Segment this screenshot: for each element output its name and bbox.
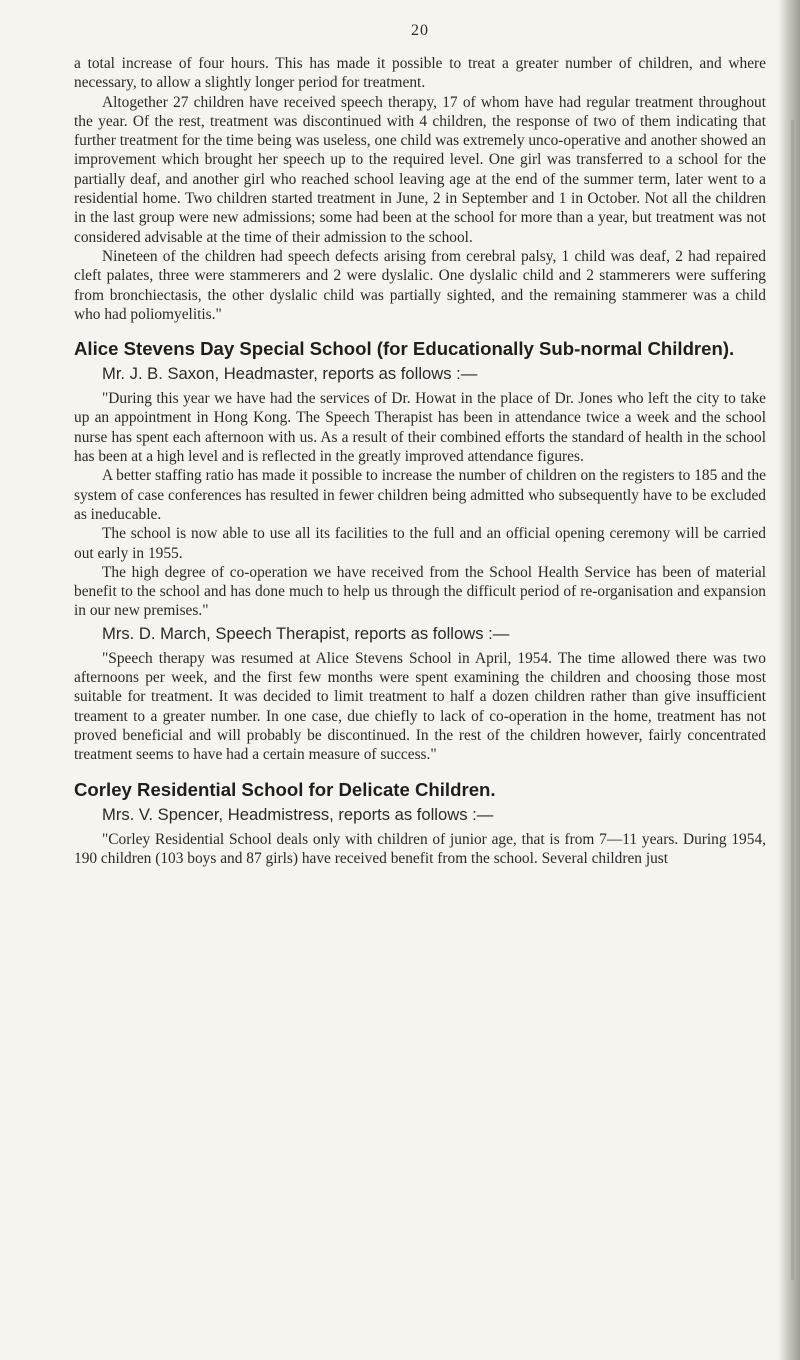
section-heading-alice-stevens: Alice Stevens Day Special School (for Educationally Sub-normal Children). — [74, 338, 735, 360]
paragraph: Nineteen of the children had speech defects arising from cerebral palsy, 1 child was deaf, 2 had repaired cleft palates, three were stammerers and 2 were dyslalic. One dyslalic child and 2 stammerers were suffering from bronchiectasis, the other dyslalic child was partially sighted, and the remaining stammerer was a child who had poliomyelitis." — [74, 247, 766, 323]
paragraph: A better staffing ratio has made it possible to increase the number of children on the registers to 185 and the system of case conferences has resulted in fewer children being admitted who subsequently have to be excluded as ineducable. — [74, 467, 766, 523]
paragraph: The school is now able to use all its facilities to the full and an official opening ceremony will be carried out early in 1955. — [74, 525, 766, 562]
document-page — [74, 22, 766, 868]
paragraph: a total increase of four hours. This has made it possible to treat a greater number of children, and where necessary, to allow a slightly longer period for treatment. — [74, 55, 766, 92]
paragraph: "Speech therapy was resumed at Alice Stevens School in April, 1954. The time allowed there was two afternoons per week, and the first few months were spent examining the children and choosing those most suitable for treatment. It was decided to limit treatment to half a dozen children rather than give insufficient treament to a greater number. In one case, due chiefly to lack of co-operation in the home, treatment has not proved beneficial and will probably be discontinued. In the rest of the children however, fairly concentrated treatment seems to have had a certain measure of success." — [74, 649, 766, 764]
section-heading-corley: Corley Residential School for Delicate Children. — [74, 778, 496, 800]
report-intro-headmistress: Mrs. V. Spencer, Headmistress, reports as follows :— — [102, 804, 494, 824]
page-edge-line — [791, 120, 794, 1280]
paragraph: The high degree of co-operation we have received from the School Health Service has been of material benefit to the school and has done much to help us through the difficult period of re-organisation and expansion in our new premises." — [74, 563, 766, 620]
paragraph: Altogether 27 children have received speech therapy, 17 of whom have had regular treatment throughout the year. Of the rest, treatment was discontinued with 4 children, the response of two of them indicating that further treatment for the time being was useless, one child was extremely unco-operative and another showed an improvement which brought her speech up to the required level. One girl was transferred to a school for the partially deaf, and another girl who reached school leaving age at the end of the summer term, later went to a residential home. Two children started treatment in June, 2 in September and 1 in October. Not all the children in the last group were new admissions; some had been at the school for more than a year, but treatment was not considered advisable at the time of their admission to the school. — [74, 93, 766, 246]
page-number: 20 — [411, 22, 429, 39]
report-intro-speech-therapist: Mrs. D. March, Speech Therapist, reports as follows :— — [102, 623, 510, 643]
report-intro-headmaster: Mr. J. B. Saxon, Headmaster, reports as follows :— — [102, 364, 478, 384]
paragraph: "During this year we have had the services of Dr. Howat in the place of Dr. Jones who left the city to take up an appointment in Hong Kong. The Speech Therapist has been in attendance twice a week and the school nurse has spent each afternoon with us. As a result of their combined efforts the standard of health in the school has been at a high level and is reflected in the greatly improved attendance figures. — [74, 390, 766, 466]
page-edge-shadow — [778, 0, 800, 1360]
paragraph: "Corley Residential School deals only with children of junior age, that is from 7—11 years. During 1954, 190 children (103 boys and 87 girls) have received benefit from the school. Several children just — [74, 830, 766, 867]
